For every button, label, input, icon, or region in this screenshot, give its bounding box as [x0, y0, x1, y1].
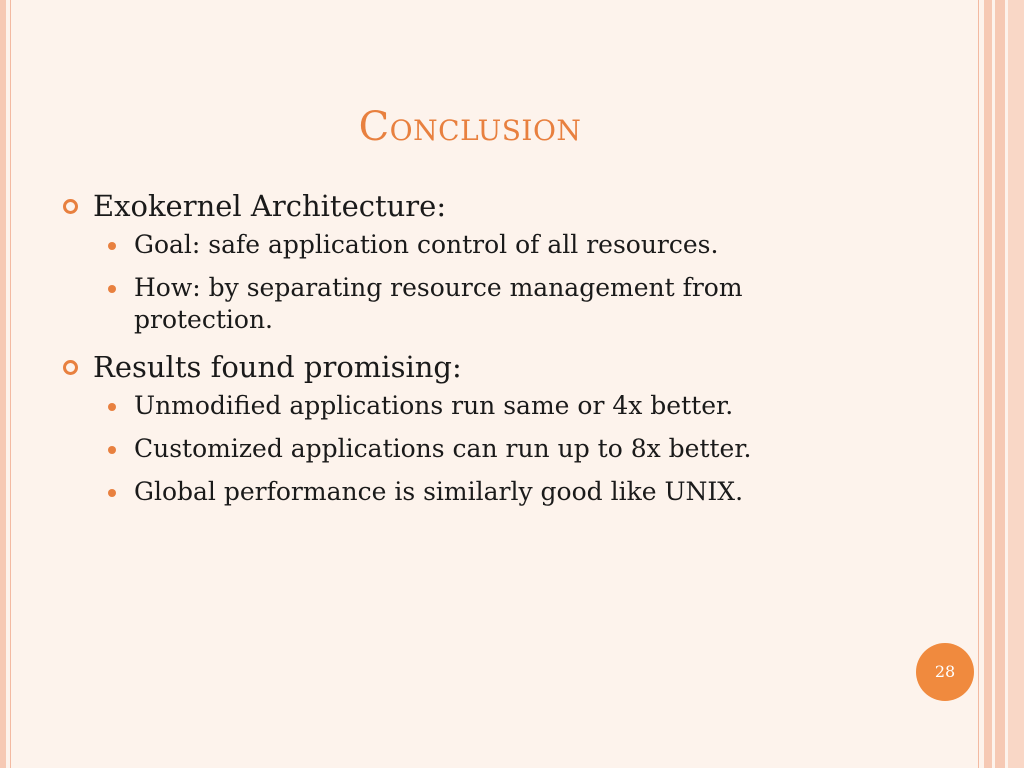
page-number-badge: 28	[916, 643, 974, 701]
dot-bullet-icon	[108, 403, 116, 411]
right-frame-band	[1008, 0, 1024, 768]
dot-bullet-icon	[108, 285, 116, 293]
dot-bullet-icon	[108, 242, 116, 250]
sub-bullet-list	[62, 229, 942, 336]
sub-bullet-item	[62, 433, 834, 465]
sub-bullet-text: Unmodified applications run same or 4x better.	[134, 391, 734, 420]
bullet-list	[62, 186, 942, 519]
sub-bullet-list	[62, 390, 942, 508]
ring-bullet-icon	[63, 199, 78, 214]
sub-bullet-text: Global performance is similarly good like UNIX.	[134, 477, 744, 506]
sub-bullet-item	[62, 390, 834, 422]
sub-bullet-text: Goal: safe application control of all resources.	[134, 230, 719, 259]
bullet-item	[62, 347, 942, 387]
sub-bullet-item	[62, 272, 834, 336]
sub-bullet-item	[62, 229, 834, 261]
sub-bullet-text: How: by separating resource management from protection.	[134, 273, 743, 334]
ring-bullet-icon	[63, 360, 78, 375]
bullet-text: Exokernel Architecture:	[93, 189, 447, 223]
sub-bullet-text: Customized applications can run up to 8x better.	[134, 434, 752, 463]
right-frame-line	[978, 0, 979, 768]
right-frame-band	[995, 0, 1005, 768]
sub-bullet-item	[62, 476, 834, 508]
dot-bullet-icon	[108, 489, 116, 497]
right-frame-band	[984, 0, 992, 768]
bullet-text: Results found promising:	[93, 350, 462, 384]
slide-title: Conclusion	[358, 104, 582, 150]
bullet-item	[62, 186, 942, 226]
dot-bullet-icon	[108, 446, 116, 454]
